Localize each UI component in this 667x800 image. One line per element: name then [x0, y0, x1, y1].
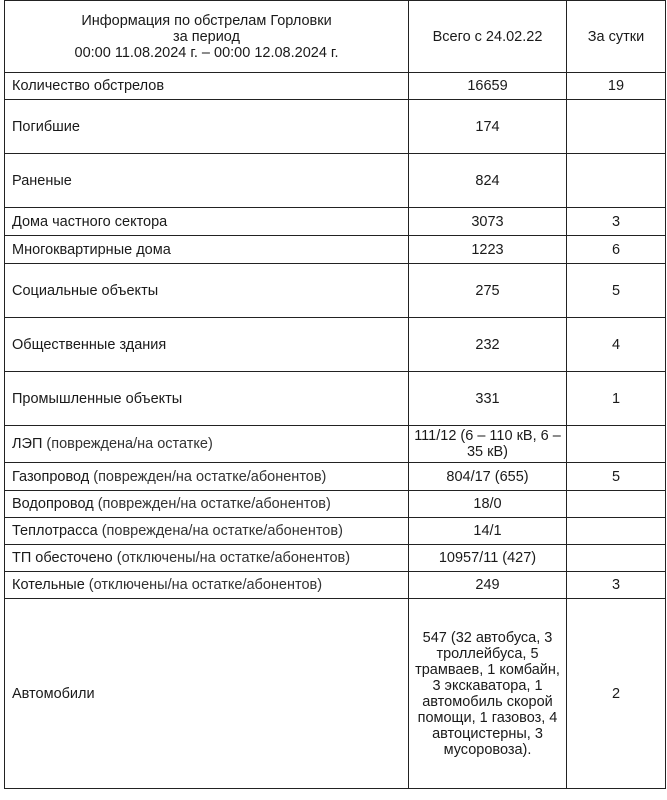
row-day — [567, 426, 666, 463]
row-day: 3 — [567, 572, 666, 599]
row-label-main: Промышленные объекты — [12, 390, 183, 407]
row-total: 547 (32 автобуса, 3 троллейбуса, 5 трамваев, 1 комбайн, 3 экскаватора, 1 автомобиль скорой помощи, 1 газовоз, 4 автоцистерны, 3 мусоровоза). — [409, 599, 567, 789]
row-day: 3 — [567, 208, 666, 236]
row-label — [5, 318, 409, 372]
row-label-main: Теплотрасса — [12, 523, 98, 539]
row-label — [5, 599, 409, 789]
row-label — [5, 572, 409, 599]
row-label — [5, 518, 409, 545]
row-day: 19 — [567, 73, 666, 100]
row-label — [5, 426, 409, 463]
row-label-main: Количество обстрелов — [12, 78, 165, 94]
row-total: 275 — [409, 264, 567, 318]
row-label-main: Дома частного сектора — [12, 213, 168, 230]
row-label-main: Газопровод — [12, 468, 90, 485]
row-label-main: Погибшие — [12, 118, 80, 135]
report-title-cell — [5, 1, 409, 73]
table-row — [5, 518, 666, 545]
row-label — [5, 236, 409, 264]
table-header-row — [5, 1, 666, 73]
row-total: 1223 — [409, 236, 567, 264]
row-total: 3073 — [409, 208, 567, 236]
report-title: Информация по обстрелам Горловки — [81, 12, 332, 29]
table-row — [5, 426, 666, 463]
row-label-detail: (поврежден/на остатке/абонентов) — [89, 468, 327, 485]
row-total: 174 — [409, 100, 567, 154]
row-label — [5, 545, 409, 572]
row-total: 10957/11 (427) — [409, 545, 567, 572]
row-label — [5, 208, 409, 236]
row-label-main: Раненые — [12, 172, 72, 189]
column-header-total: Всего с 24.02.22 — [409, 1, 567, 73]
row-total: 249 — [409, 572, 567, 599]
table-row — [5, 372, 666, 426]
row-day: 6 — [567, 236, 666, 264]
table-row — [5, 73, 666, 100]
row-label-detail: (повреждена/на остатке) — [42, 436, 213, 452]
row-label — [5, 154, 409, 208]
row-day — [567, 100, 666, 154]
table-row — [5, 599, 666, 789]
table-row — [5, 572, 666, 599]
table-row — [5, 491, 666, 518]
row-label-detail: (отключены/на остатке/абонентов) — [112, 550, 351, 566]
row-label-main: Автомобили — [12, 685, 95, 702]
row-label-main: Социальные объекты — [12, 282, 159, 299]
shelling-report-table — [4, 0, 666, 789]
row-total: 18/0 — [409, 491, 567, 518]
table-row — [5, 264, 666, 318]
row-label — [5, 491, 409, 518]
row-label-main: Котельные — [12, 577, 85, 593]
row-label-main: Многоквартирные дома — [12, 241, 171, 258]
row-day: 4 — [567, 318, 666, 372]
row-total: 824 — [409, 154, 567, 208]
row-label — [5, 73, 409, 100]
row-day: 1 — [567, 372, 666, 426]
row-total: 111/12 (6 – 110 кВ, 6 – 35 кВ) — [409, 426, 567, 463]
table-row — [5, 154, 666, 208]
row-total: 804/17 (655) — [409, 463, 567, 491]
row-label-main: ЛЭП — [12, 436, 43, 452]
row-label-detail: (поврежден/на остатке/абонентов) — [93, 496, 331, 512]
row-total: 14/1 — [409, 518, 567, 545]
row-day: 5 — [567, 264, 666, 318]
row-label — [5, 264, 409, 318]
row-total: 16659 — [409, 73, 567, 100]
row-label-detail: (повреждена/на остатке/абонентов) — [97, 523, 343, 539]
row-total: 232 — [409, 318, 567, 372]
table-row — [5, 208, 666, 236]
row-day — [567, 545, 666, 572]
report-period-range: 00:00 11.08.2024 г. – 00:00 12.08.2024 г. — [74, 44, 339, 61]
row-day: 2 — [567, 599, 666, 789]
table-row — [5, 463, 666, 491]
table-row — [5, 236, 666, 264]
column-header-day: За сутки — [567, 1, 666, 73]
row-label — [5, 100, 409, 154]
table-row — [5, 100, 666, 154]
table-row — [5, 318, 666, 372]
row-total: 331 — [409, 372, 567, 426]
row-day — [567, 491, 666, 518]
report-period-label: за период — [172, 28, 241, 45]
row-label-main: Общественные здания — [12, 336, 167, 353]
row-day: 5 — [567, 463, 666, 491]
row-label — [5, 463, 409, 491]
row-day — [567, 154, 666, 208]
row-label-main: ТП обесточено — [12, 550, 113, 566]
row-label-detail: (отключены/на остатке/абонентов) — [84, 577, 323, 593]
table-row — [5, 545, 666, 572]
row-day — [567, 518, 666, 545]
row-label — [5, 372, 409, 426]
row-label-main: Водопровод — [12, 496, 94, 512]
